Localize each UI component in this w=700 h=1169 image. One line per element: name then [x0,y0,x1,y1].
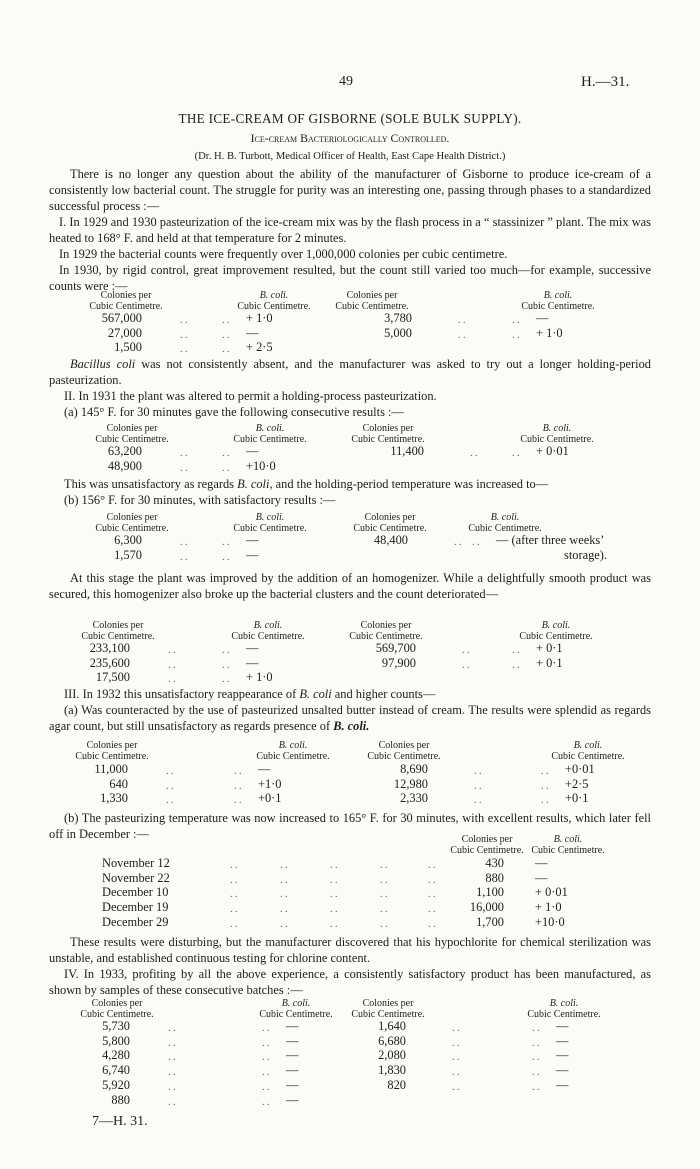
col-header-bcoli: B. coli. Cubic Centimetre. [519,620,593,643]
leader-dots: . . [532,1052,540,1064]
leader-dots: . . [262,1081,270,1093]
col-header-colonies: Colonies per Cubic Centimetre. [351,423,425,446]
table-cell-colonies: 27,000 [107,325,142,340]
col-header-colonies: Colonies per Cubic Centimetre. [89,290,163,313]
leader-dots: . . [541,766,549,777]
leader-dots: . . [222,329,230,341]
col-header-bcoli: B. coli. Cubic Centimetre. [256,740,330,763]
leader-dots: . . [234,780,242,792]
table-cell-colonies: 1,640 [378,1019,406,1033]
table-cell-bcoli: — [246,325,259,340]
col-header-colonies: Colonies per Cubic Centimetre. [75,740,149,763]
leader-dots: . . [234,795,242,807]
leader-dots: . . [512,448,520,459]
page-number: 49 [339,74,353,89]
table-cell-bcoli: + 2·5 [246,340,273,355]
table-cell-colonies: 1,330 [100,791,128,806]
report-code: H.—31. [581,74,630,90]
leader-dots: . . [280,918,288,930]
leader-dots: . . [222,448,230,459]
leader-dots: . . [166,766,174,777]
table-cell-bcoli: + 0·01 [535,885,568,900]
leader-dots: . . [532,1067,540,1079]
table-cell-colonies: 6,680 [378,1033,406,1048]
leader-dots: . . [180,448,188,459]
leader-dots: . . [452,1081,460,1093]
leader-dots: . . [452,1067,460,1079]
leader-dots: . . [168,1023,176,1034]
leader-dots: . . [462,645,470,656]
table-cell-bcoli: — [556,1077,569,1092]
leader-dots: . . [262,1037,270,1049]
table-cell-colonies: 430 [485,856,504,870]
leader-dots: . . [452,1052,460,1064]
leader-dots: . . [262,1096,270,1108]
page-title: THE ICE-CREAM OF GISBORNE (SOLE BULK SUPPLY). [178,111,522,126]
table-cell-bcoli: + 1·0 [536,325,563,340]
table-cell-bcoli: — [286,1077,299,1092]
table-cell-colonies: 2,080 [378,1048,406,1063]
table-cell-colonies: 1,700 [476,914,504,929]
table-cell-colonies: 880 [485,870,504,885]
leader-dots: . . [180,551,188,563]
leader-dots: . . [222,659,230,671]
table-cell-bcoli: — [246,547,259,562]
table-cell-colonies: 640 [109,776,128,791]
col-header-colonies: Colonies per Cubic Centimetre. [95,423,169,446]
table-cell-bcoli: — [286,1048,299,1063]
paragraph: (a) 145° F. for 30 minutes gave the following consecutive results :— [64,405,404,419]
col-header-bcoli: B. coli. Cubic Centimetre. [520,423,594,446]
table-cell-bcoli: +10·0 [535,914,565,929]
table-cell-date: November 22 [102,870,170,885]
leader-dots: . . [512,315,520,326]
table-cell-bcoli: — [536,311,549,325]
col-header-bcoli: B. coli. Cubic Centimetre. [231,620,305,643]
leader-dots: . . [454,537,462,548]
leader-dots: . . [512,645,520,656]
col-header-colonies: Colonies per Cubic Centimetre. [353,512,427,535]
leader-dots: . . [222,462,230,474]
leader-dots: . . [168,1052,176,1064]
table-cell-colonies: 1,570 [114,547,142,562]
table-cell-colonies: 5,920 [102,1077,130,1092]
col-header-colonies: Colonies per Cubic Centimetre. [335,290,409,313]
table-cell-colonies: 12,980 [393,776,428,791]
table-cell-colonies: 48,400 [373,533,408,547]
table-cell-colonies: 820 [387,1077,406,1092]
leader-dots: . . [230,918,238,930]
col-header-colonies: Colonies per Cubic Centimetre. [81,620,155,643]
leader-dots: . . [380,904,388,916]
table-cell-bcoli: — [246,533,259,547]
table-cell-bcoli: +10·0 [246,458,276,473]
leader-dots: . . [234,766,242,777]
leader-dots: . . [262,1067,270,1079]
table-cell-bcoli: + 0·1 [536,655,563,670]
leader-dots: . . [222,344,230,356]
table-cell-colonies: 880 [111,1092,130,1107]
leader-dots: . . [380,889,388,901]
leader-dots: . . [230,889,238,901]
leader-dots: . . [452,1023,460,1034]
leader-dots: . . [470,448,478,459]
leader-dots: . . [166,795,174,807]
leader-dots: . . [428,904,436,916]
leader-dots: . . [280,904,288,916]
leader-dots: . . [222,315,230,326]
leader-dots: . . [532,1037,540,1049]
table-cell-colonies: 11,000 [94,762,128,776]
table-cell-bcoli: +0·01 [565,762,595,776]
paragraph: This was unsatisfactory as regards B. coli, and the holding-period temperature was increased to— [64,477,549,491]
leader-dots: . . [230,904,238,916]
table-cell-bcoli: + 1·0 [246,311,273,325]
paragraph: At this stage the plant was improved by the addition of an homogenizer. While a delightfully smooth product was secured, this homogenizer also broke up the bacterial clusters and the count deteriorated— [49,571,651,602]
leader-dots: . . [474,780,482,792]
leader-dots: . . [462,659,470,671]
table-cell-bcoli: + 0·01 [536,444,569,458]
leader-dots: . . [532,1023,540,1034]
table-cell-bcoli: — [556,1048,569,1063]
leader-dots: . . [168,1037,176,1049]
table-cell-colonies: 6,740 [102,1063,130,1078]
leader-dots: . . [168,1067,176,1079]
leader-dots: . . [428,918,436,930]
leader-dots: . . [230,860,238,871]
leader-dots: . . [262,1023,270,1034]
table-cell-bcoli: — [556,1063,569,1078]
col-header-bcoli: B. coli. Cubic Centimetre. [233,423,307,446]
leader-dots: . . [180,462,188,474]
table-cell-bcoli: — [535,870,548,885]
table-cell-bcoli: — [258,762,271,776]
paragraph: In 1929 the bacterial counts were frequently over 1,000,000 colonies per cubic centimetre. [59,247,508,261]
col-header-colonies: Colonies per Cubic Centimetre. [450,834,524,857]
paragraph: Bacillus coli was not consistently absent, and the manufacturer was asked to try out a longer holding-period pasteurization. [49,357,651,388]
paragraph: (b) 156° F. for 30 minutes, with satisfactory results :— [64,493,336,507]
table-cell-colonies: 569,700 [375,641,416,655]
leader-dots: . . [180,344,188,356]
paragraph: In 1930, by rigid control, great improvement resulted, but the count still varied too much—for example, successive counts were :— [49,263,651,294]
table-cell-colonies: 1,500 [114,340,142,355]
paragraph: (b) The pasteurizing temperature was now increased to 165° F. for 30 minutes, with excellent results, which later fell off in December :— [49,811,651,842]
leader-dots: . . [168,659,176,671]
leader-dots: . . [168,645,176,656]
leader-dots: . . [280,889,288,901]
paragraph: I. In 1929 and 1930 pasteurization of the ice-cream mix was by the flash process in a “ stassinizer ” plant. The mix was heated to 168° F. and held at that temperature for 2 minutes. [49,215,651,246]
paragraph: IV. In 1933, profiting by all the above experience, a consistently satisfactory product has been manufactured, as shown by samples of these consecutive batches :— [49,967,651,998]
leader-dots: . . [512,659,520,671]
table-cell-colonies: 1,830 [378,1063,406,1078]
leader-dots: . . [452,1037,460,1049]
table-cell-colonies: 48,900 [107,458,142,473]
table-cell-colonies: 17,500 [95,670,130,685]
leader-dots: . . [428,860,436,871]
leader-dots: . . [330,874,338,886]
col-header-colonies: Colonies per Cubic Centimetre. [349,620,423,643]
leader-dots: . . [458,315,466,326]
table-cell-colonies: 5,000 [384,325,412,340]
leader-dots: . . [280,860,288,871]
leader-dots: . . [474,795,482,807]
table-cell-bcoli: — [556,1033,569,1048]
leader-dots: . . [180,329,188,341]
table-cell-date: November 12 [102,856,170,870]
col-header-bcoli: B. coli. Cubic Centimetre. [551,740,625,763]
leader-dots: . . [168,1081,176,1093]
table-cell-bcoli: — [246,444,259,458]
table-cell-bcoli: +2·5 [565,776,589,791]
paragraph: (a) Was counteracted by the use of pasteurized unsalted butter instead of cream. The results were splendid as regards agar count, but still unsatisfactory as regards presence of B. coli. [49,703,651,734]
leader-dots: . . [180,537,188,548]
leader-dots: . . [168,674,176,686]
col-header-colonies: Colonies per Cubic Centimetre. [95,512,169,535]
table-cell-bcoli: — [556,1019,569,1033]
table-cell-bcoli: + 1·0 [246,670,273,685]
leader-dots: . . [166,780,174,792]
leader-dots: . . [380,874,388,886]
col-header-bcoli: B. coli. Cubic Centimetre. [259,998,333,1021]
paragraph: There is no longer any question about the ability of the manufacturer of Gisborne to produce ice-cream of a consistently low bacterial count. The struggle for purity was an interesting one, passing through phases to a standardized successful process :— [49,167,651,214]
table-cell-colonies: 233,100 [89,641,130,655]
leader-dots: . . [168,1096,176,1108]
table-cell-bcoli: — [535,856,548,870]
table-cell-colonies: 5,730 [102,1019,130,1033]
leader-dots: . . [222,551,230,563]
leader-dots: . . [541,795,549,807]
table-cell-date: December 19 [102,900,169,915]
leader-dots: . . [474,766,482,777]
table-cell-colonies: 1,100 [476,885,504,900]
leader-dots: . . [472,537,480,548]
table-cell-bcoli: — [286,1092,299,1107]
leader-dots: . . [380,860,388,871]
leader-dots: . . [380,918,388,930]
table-cell-bcoli: — [286,1033,299,1048]
paragraph: II. In 1931 the plant was altered to permit a holding-process pasteurization. [64,389,437,403]
table-cell-colonies: 567,000 [101,311,142,325]
table-cell-bcoli: — [286,1063,299,1078]
col-header-bcoli: B. coli. Cubic Centimetre. [521,290,595,313]
table-cell-colonies: 97,900 [381,655,416,670]
paragraph: III. In 1932 this unsatisfactory reappearance of B. coli and higher counts— [64,687,436,701]
col-header-colonies: Colonies per Cubic Centimetre. [80,998,154,1021]
table-cell-colonies: 4,280 [102,1048,130,1063]
byline: (Dr. H. B. Turbott, Medical Officer of Health, East Cape Health District.) [194,151,506,162]
leader-dots: . . [428,889,436,901]
col-header-bcoli: B. coli. Cubic Centimetre. [237,290,311,313]
leader-dots: . . [222,645,230,656]
leader-dots: . . [541,780,549,792]
table-cell-colonies: 6,300 [114,533,142,547]
leader-dots: . . [230,874,238,886]
leader-dots: . . [330,918,338,930]
table-cell-bcoli: +1·0 [258,776,282,791]
leader-dots: . . [330,904,338,916]
leader-dots: . . [532,1081,540,1093]
table-cell-colonies: 3,780 [384,311,412,325]
leader-dots: . . [512,329,520,341]
table-cell-bcoli: + 1·0 [535,900,562,915]
leader-dots: . . [222,674,230,686]
table-cell-bcoli: +0·1 [565,791,589,806]
table-cell-colonies: 235,600 [89,655,130,670]
col-header-bcoli: B. coli. Cubic Centimetre. [468,512,542,535]
page-subtitle: Ice-cream Bacteriologically Controlled. [250,131,450,145]
col-header-colonies: Colonies per Cubic Centimetre. [367,740,441,763]
table-note: storage). [564,548,608,562]
col-header-bcoli: B. coli. Cubic Centimetre. [527,998,601,1021]
table-cell-colonies: 16,000 [469,900,504,915]
table-cell-bcoli: — [246,655,259,670]
leader-dots: . . [428,874,436,886]
leader-dots: . . [280,874,288,886]
table-cell-date: December 10 [102,885,169,900]
col-header-colonies: Colonies per Cubic Centimetre. [351,998,425,1021]
table-cell-bcoli: — [246,641,259,655]
table-cell-bcoli: + 0·1 [536,641,563,655]
table-cell-colonies: 8,690 [400,762,428,776]
leader-dots: . . [262,1052,270,1064]
table-cell-bcoli: — (after three weeks’ [496,533,605,547]
leader-dots: . . [330,889,338,901]
footer-code: 7—H. 31. [92,1114,148,1129]
table-cell-colonies: 63,200 [107,444,142,458]
table-cell-colonies: 11,400 [390,444,424,458]
leader-dots: . . [458,329,466,341]
col-header-bcoli: B. coli. Cubic Centimetre. [233,512,307,535]
table-cell-bcoli: +0·1 [258,791,282,806]
col-header-bcoli: B. coli. Cubic Centimetre. [531,834,605,857]
table-cell-colonies: 5,800 [102,1033,130,1048]
table-cell-colonies: 2,330 [400,791,428,806]
paragraph: These results were disturbing, but the manufacturer discovered that his hypochlorite for chemical sterilization was unstable, and established continuous testing for chlorine content. [49,935,651,966]
table-cell-date: December 29 [102,914,169,929]
leader-dots: . . [222,537,230,548]
table-cell-bcoli: — [286,1019,299,1033]
leader-dots: . . [330,860,338,871]
leader-dots: . . [180,315,188,326]
